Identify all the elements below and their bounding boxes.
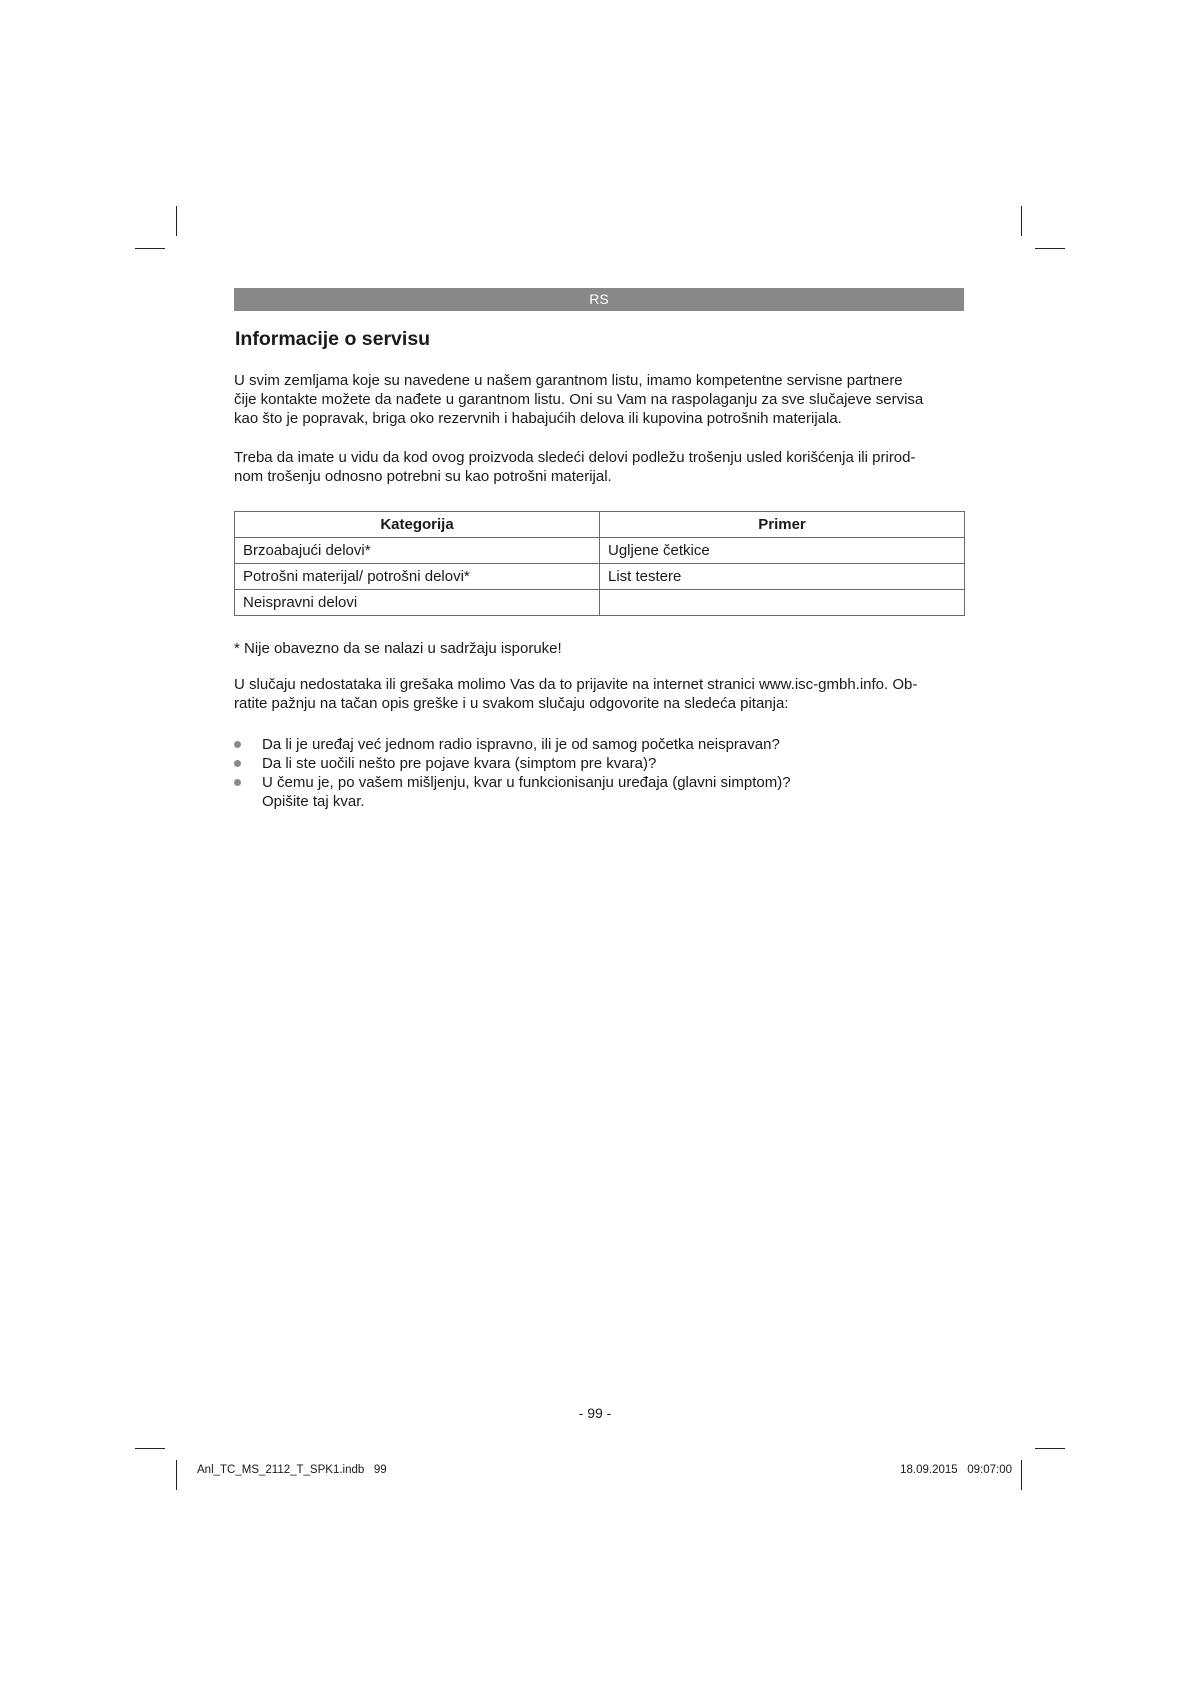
crop-mark-bottom-right-vertical	[1021, 1460, 1022, 1490]
bullet-dot-icon	[234, 741, 241, 748]
wear-line: Treba da imate u vidu da kod ovog proizvoda sledeći delovi podležu trošenju usled korišćenja ili prirod-	[234, 449, 916, 466]
bullet-dot-icon	[234, 779, 241, 786]
table-cell-category: Brzoabajući delovi*	[235, 538, 600, 564]
footnote: * Nije obavezno da se nalazi u sadržaju isporuke!	[234, 640, 562, 657]
list-item	[234, 773, 964, 811]
column-header-example: Primer	[600, 512, 965, 538]
footer-timestamp: 18.09.2015 09:07:00	[900, 1464, 1012, 1476]
footer-file-name: Anl_TC_MS_2112_T_SPK1.indb 99	[197, 1464, 387, 1476]
table-row	[235, 564, 965, 590]
crop-mark-bottom-right-horizontal	[1035, 1448, 1065, 1449]
list-item	[234, 754, 964, 773]
column-header-category: Kategorija	[235, 512, 600, 538]
language-header-bar	[234, 288, 964, 311]
question-text: Da li je uređaj već jednom radio ispravno, ili je od samog početka neispravan?	[262, 736, 780, 753]
crop-mark-bottom-left-horizontal	[135, 1448, 165, 1449]
wear-parts-paragraph	[234, 448, 964, 486]
table-header-row	[235, 512, 965, 538]
bullet-dot-icon	[234, 760, 241, 767]
table-cell-example: Ugljene četkice	[600, 538, 965, 564]
question-text: Da li ste uočili nešto pre pojave kvara (simptom pre kvara)?	[262, 755, 657, 772]
table-cell-category: Potrošni materijal/ potrošni delovi*	[235, 564, 600, 590]
report-line: U slučaju nedostataka ili grešaka molimo Vas da to prijavite na internet stranici www.isc-gmbh.info. Ob-	[234, 676, 918, 693]
table-cell-example: List testere	[600, 564, 965, 590]
crop-mark-top-right-vertical	[1021, 206, 1022, 236]
page-title: Informacije o servisu	[235, 328, 431, 350]
question-text-continued: Opišite taj kvar.	[262, 793, 365, 810]
intro-line: U svim zemljama koje su navedene u našem garantnom listu, imamo kompetentne servisne partnere	[234, 372, 903, 389]
page-number: - 99 -	[578, 1405, 612, 1421]
table-cell-category: Neispravni delovi	[235, 590, 600, 616]
question-text: U čemu je, po vašem mišljenju, kvar u funkcionisanju uređaja (glavni simptom)?	[262, 774, 791, 791]
intro-line: čije kontakte možete da nađete u garantnom listu. Oni su Vam na raspolaganju za sve slučajeve servisa	[234, 391, 924, 408]
crop-mark-top-left-horizontal	[135, 248, 165, 249]
wear-parts-table	[234, 511, 965, 616]
wear-line: nom trošenju odnosno potrebni su kao potrošni materijal.	[234, 468, 612, 485]
table-cell-example	[600, 590, 965, 616]
list-item	[234, 735, 964, 754]
crop-mark-bottom-left-vertical	[176, 1460, 177, 1490]
report-paragraph	[234, 675, 964, 713]
question-list	[234, 735, 964, 811]
crop-mark-top-left-vertical	[176, 206, 177, 236]
intro-paragraph	[234, 371, 964, 428]
table-row	[235, 538, 965, 564]
intro-line: kao što je popravak, briga oko rezervnih i habajućih delova ili kupovina potrošnih materijala.	[234, 410, 842, 427]
report-line: ratite pažnju na tačan opis greške i u svakom slučaju odgovorite na sledeća pitanja:	[234, 695, 789, 712]
table-row	[235, 590, 965, 616]
language-code: RS	[589, 291, 609, 307]
crop-mark-top-right-horizontal	[1035, 248, 1065, 249]
